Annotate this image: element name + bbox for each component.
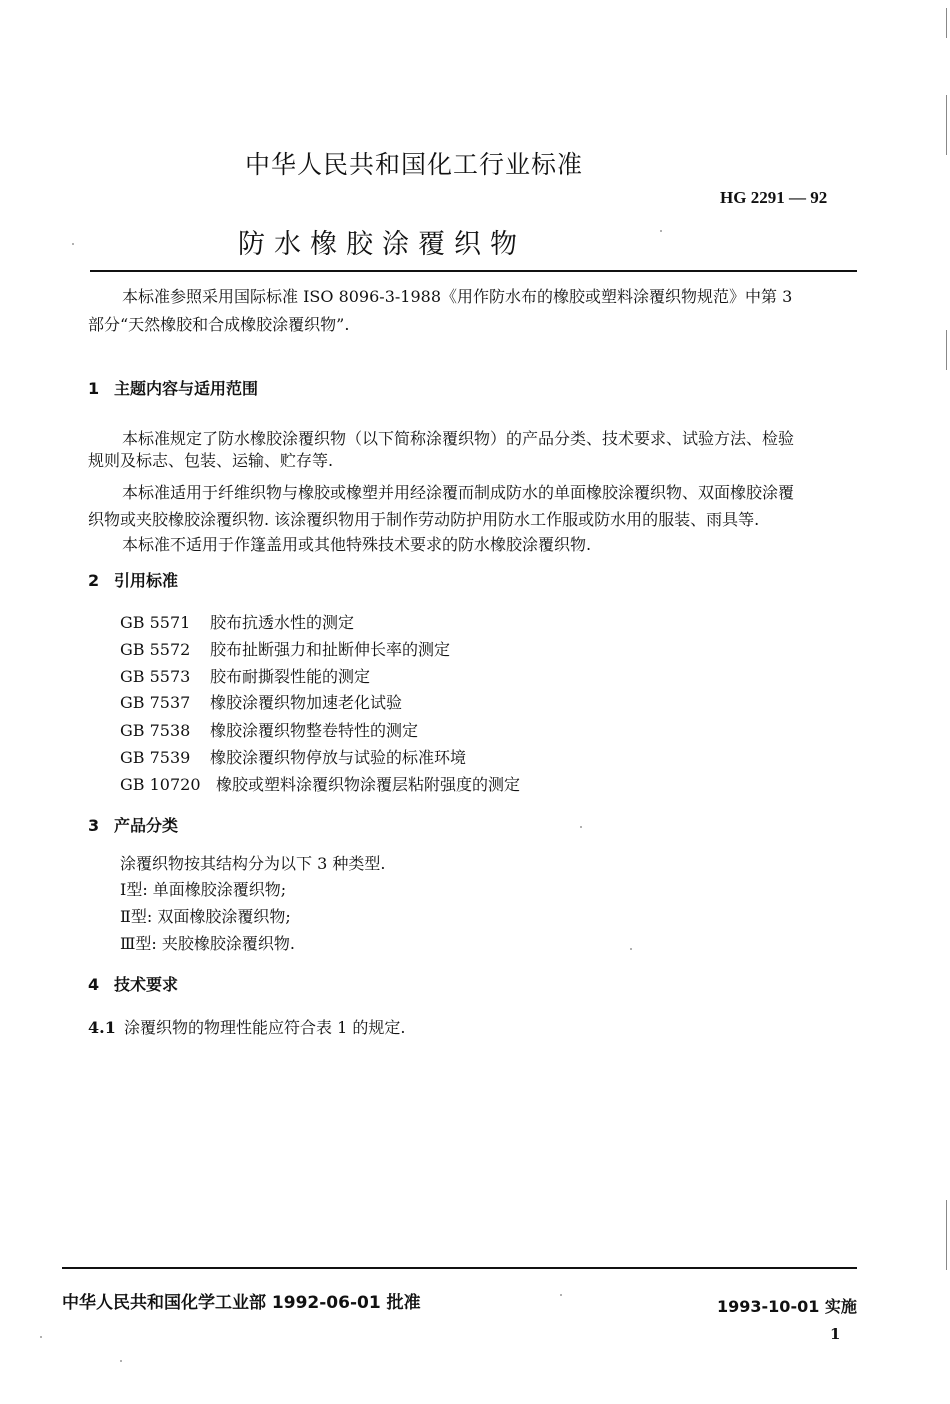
section-title: 主题内容与适用范围 bbox=[114, 379, 259, 398]
section-number: 2 bbox=[88, 571, 100, 590]
reference-name: 胶布耐撕裂性能的测定 bbox=[210, 667, 371, 686]
approval-statement: 中华人民共和国化学工业部 1992-06-01 批准 bbox=[62, 1293, 421, 1313]
scan-speck bbox=[40, 1336, 42, 1338]
section-1-p1-line-1: 本标准规定了防水橡胶涂覆织物（以下简称涂覆织物）的产品分类、技术要求、试验方法、检验 bbox=[122, 429, 795, 448]
reference-row bbox=[120, 745, 466, 768]
document-title: 防水橡胶涂覆织物 bbox=[238, 229, 526, 260]
scan-speck bbox=[660, 230, 662, 232]
bottom-rule bbox=[62, 1267, 857, 1269]
section-1-p2-line-1: 本标准适用于纤维织物与橡胶或橡塑并用经涂覆而制成防水的单面橡胶涂覆织物、双面橡胶涂覆 bbox=[122, 483, 795, 502]
reference-row bbox=[120, 690, 402, 713]
reference-code: GB 5572 bbox=[120, 640, 191, 659]
product-type-item: Ⅱ型: 双面橡胶涂覆织物; bbox=[120, 907, 291, 926]
reference-row bbox=[120, 772, 520, 795]
effective-date: 1993-10-01 实施 bbox=[717, 1297, 857, 1316]
reference-name: 橡胶涂覆织物整卷特性的测定 bbox=[210, 721, 419, 740]
scan-speck bbox=[560, 1294, 562, 1296]
section-1-p2-line-2: 织物或夹胶橡胶涂覆织物. 该涂覆织物用于制作劳动防护用防水工作服或防水用的服装、雨具等. bbox=[88, 510, 760, 529]
standard-category-title: 中华人民共和国化工行业标准 bbox=[245, 150, 584, 179]
section-number: 3 bbox=[88, 816, 100, 835]
product-type-item: Ⅲ型: 夹胶橡胶涂覆织物. bbox=[120, 934, 295, 953]
reference-code: GB 10720 bbox=[120, 775, 201, 794]
reference-name: 胶布扯断强力和扯断伸长率的测定 bbox=[210, 640, 451, 659]
section-title: 产品分类 bbox=[114, 816, 179, 835]
section-2-heading bbox=[88, 568, 178, 591]
reference-name: 胶布抗透水性的测定 bbox=[210, 613, 355, 632]
reference-name: 橡胶涂覆织物停放与试验的标准环境 bbox=[210, 748, 467, 767]
reference-code: GB 7538 bbox=[120, 721, 191, 740]
product-type-item: Ⅰ型: 单面橡胶涂覆织物; bbox=[120, 880, 287, 899]
reference-row bbox=[120, 718, 418, 741]
intro-line-1: 本标准参照采用国际标准 ISO 8096-3-1988《用作防水布的橡胶或塑料涂覆织物规范》中第 3 bbox=[122, 287, 793, 306]
section-title: 引用标准 bbox=[114, 571, 179, 590]
reference-row bbox=[120, 637, 450, 660]
section-3-intro: 涂覆织物按其结构分为以下 3 种类型. bbox=[120, 854, 386, 873]
section-1-heading bbox=[88, 376, 258, 399]
reference-name: 橡胶涂覆织物加速老化试验 bbox=[210, 693, 403, 712]
subsection-4-1 bbox=[88, 1015, 405, 1041]
scan-speck bbox=[630, 948, 632, 950]
subsection-number: 4.1 bbox=[88, 1018, 116, 1037]
top-rule bbox=[90, 270, 857, 272]
section-4-heading bbox=[88, 972, 178, 995]
reference-code: GB 5573 bbox=[120, 667, 191, 686]
section-number: 4 bbox=[88, 975, 100, 994]
section-1-p3: 本标准不适用于作篷盖用或其他特殊技术要求的防水橡胶涂覆织物. bbox=[122, 535, 592, 554]
intro-line-2: 部分“天然橡胶和合成橡胶涂覆织物”. bbox=[88, 315, 350, 334]
section-number: 1 bbox=[88, 379, 100, 398]
reference-code: GB 5571 bbox=[120, 613, 191, 632]
scan-edge-mark bbox=[946, 8, 947, 38]
reference-name: 橡胶或塑料涂覆织物涂覆层粘附强度的测定 bbox=[216, 775, 521, 794]
scan-edge-mark bbox=[946, 95, 947, 155]
scan-edge-mark bbox=[946, 1200, 947, 1270]
scan-edge-mark bbox=[946, 330, 947, 370]
subsection-text: 涂覆织物的物理性能应符合表 1 的规定. bbox=[124, 1018, 406, 1037]
standard-code: HG 2291 — 92 bbox=[720, 188, 828, 207]
section-3-heading bbox=[88, 813, 178, 836]
section-title: 技术要求 bbox=[114, 975, 179, 994]
scan-speck bbox=[580, 826, 582, 828]
section-1-p1-line-2: 规则及标志、包装、运输、贮存等. bbox=[88, 451, 334, 470]
reference-code: GB 7537 bbox=[120, 693, 191, 712]
page-number: 1 bbox=[830, 1325, 841, 1343]
scan-speck bbox=[72, 243, 74, 245]
reference-code: GB 7539 bbox=[120, 748, 191, 767]
reference-row bbox=[120, 610, 354, 633]
reference-row bbox=[120, 664, 370, 687]
scan-speck bbox=[120, 1360, 122, 1362]
